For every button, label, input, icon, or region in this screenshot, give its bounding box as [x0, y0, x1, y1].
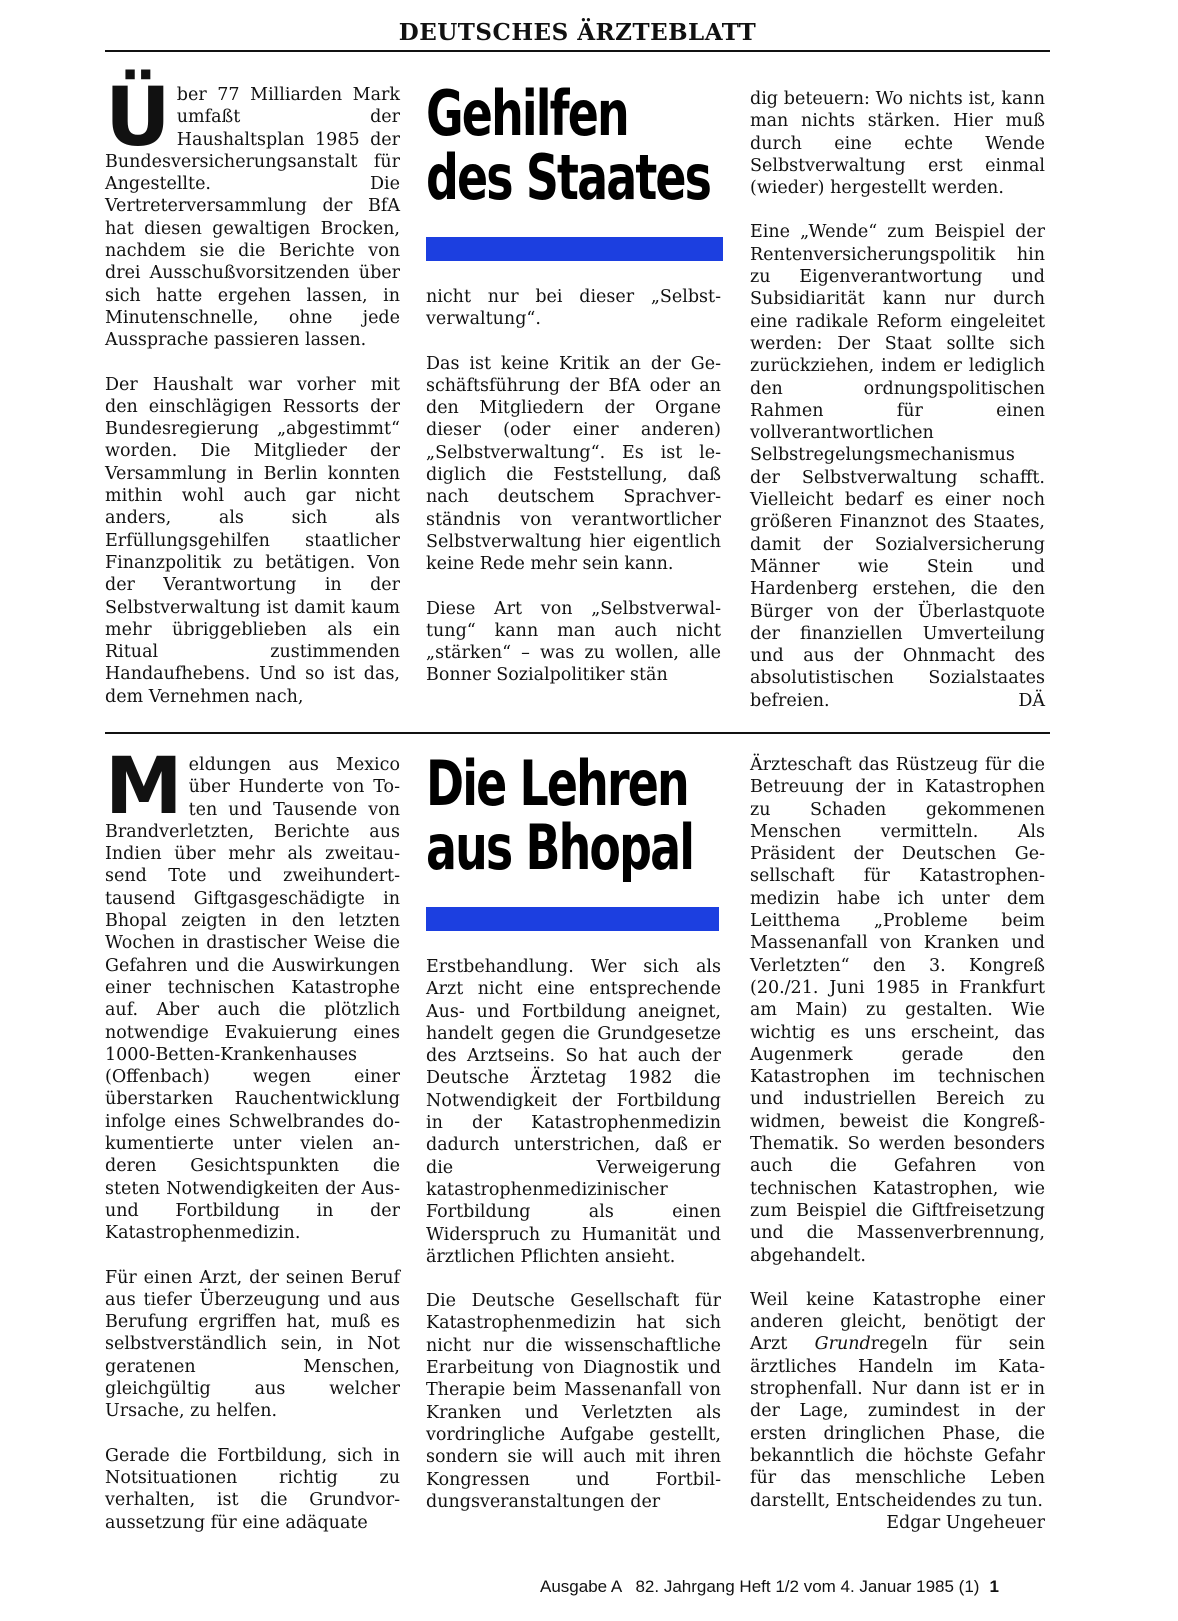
masthead: DEUTSCHES ÄRZTEBLATT [398, 19, 757, 46]
article1-headline-line2: des Staates [426, 141, 711, 214]
article1-column3 [750, 88, 1045, 712]
article2-column3 [750, 754, 1045, 1534]
article2-headline-line1: Die Lehren [426, 747, 688, 820]
article2-paragraph-text: regeln für sein ärztliches Handeln im Katastrophenfall. Nur dann ist er in der Lage, zumindest in der ersten dringlichen Phase, die bekanntlich die höchste Gefahr für das menschliche Leben darstellt, Entscheidendes zu tun. [750, 1334, 1045, 1511]
article2-headline-line2: aus Bhopal [426, 811, 694, 884]
article1-paragraph: Diese Art von „Selbstverwaltung“ kann man auch nicht „stärken“ – was zu wollen, alle Bonner Sozialpolitiker stän [426, 598, 721, 686]
article2-accent-bar [426, 907, 719, 931]
article2-column2 [426, 956, 721, 1513]
article2-paragraph: Gerade die Fortbildung, sich in Notsituationen richtig zu verhalten, ist die Grundvoraussetzung für eine adäquate [105, 1445, 400, 1533]
page-number: 1 [989, 1577, 999, 1596]
article2-paragraph [750, 1289, 1045, 1533]
article1-signature: DÄ [1018, 690, 1045, 711]
article1-paragraph: Der Haushalt war vorher mit den einschlägigen Ressorts der Bundesregierung „abgestimmt“ worden. Die Mitglieder der Versammlung in Berlin konnten mithin wohl auch gar nicht anders, als sich als Erfüllungsgehilfen staatlicher Finanzpolitik zu betätigen. Von der Verantwortung in der Selbstverwaltung ist damit kaum mehr übriggeblieben als ein Ritual zustimmenden Handaufhebens. Und so ist das, dem Vernehmen nach, [105, 374, 400, 707]
article1-paragraph [750, 221, 1045, 712]
article2-paragraph: Ärzteschaft das Rüstzeug für die Betreuung der in Katastrophen zu Schaden gekommenen Menschen vermitteln. Als Präsident der Deutschen Gesellschaft für Katastrophenmedizin habe ich unter dem Leitthema „Probleme beim Massenanfall von Kranken und Verletzten“ den 3. Kongreß (20./21. Juni 1985 in Frankfurt am Main) zu gestalten. Wie wichtig es uns erscheint, das Augenmerk gerade den Katastrophen im technischen und industriellen Bereich zu widmen, beweist die Kongreß-Thematik. So werden besonders auch die Gefahren von technischen Katastrophen, wie zum Beispiel die Giftfreisetzung und die Massenverbrennung, abgehandelt. [750, 755, 1045, 1266]
article2-paragraph-text: eldungen aus Mexico über Hunderte von Toten und Tausende von Brandverletzten, Berichte aus Indien über mehr als zweitausend Tote und zweihunderttausend Giftgasgeschädigte in Bhopal zeigten in den letzten Wochen in drastischer Weise die Gefahren und die Auswirkungen einer technischen Katastrophe auf. Aber auch die plötzlich notwendige Evakuierung eines 1000-Betten-Krankenhauses (Offenbach) wegen einer überstarken Rauchentwicklung infolge eines Schwelbrandes dokumentierte unter vielen anderen Gesichtspunkten die steten Notwendigkeiten der Aus- und Fortbildung in der Katastrophenmedizin. [105, 755, 400, 1244]
article1-column2 [426, 286, 721, 687]
article1-paragraph: dig beteuern: Wo nichts ist, kann man nichts stärken. Hier muß durch eine echte Wende Selbstverwaltung erst einmal (wieder) hergestellt werden. [750, 89, 1045, 199]
footer-issue-info: Ausgabe A 82. Jahrgang Heft 1/2 vom 4. Januar 1985 (1) [540, 1577, 980, 1596]
article1-paragraph: Das ist keine Kritik an der Geschäftsführung der BfA oder an den Mitgliedern der Organe dieser (oder einer anderen) „Selbstverwaltung“. Es ist lediglich die Feststellung, daß nach deutschem Sprachverständnis von verantwortlicher Selbstverwaltung hier eigentlich keine Rede mehr sein kann. [426, 353, 721, 575]
page-footer [540, 1576, 1080, 1598]
article2-paragraph [105, 742, 400, 1245]
article-divider-rule [105, 732, 1050, 734]
article2-paragraph: Die Deutsche Gesellschaft für Katastrophenmedizin hat sich nicht nur die wissenschaftliche Erarbeitung von Diagnostik und Therapie beim Massenanfall von Kranken und Verletzten als vordringliche Aufgabe gestellt, sondern sie will auch mit ihren Kongressen und Fortbildungsveranstaltungen der [426, 1291, 721, 1512]
article2-paragraph: Erstbehandlung. Wer sich als Arzt nicht eine entsprechende Aus- und Fortbildung aneignet, handelt gegen die Grundgesetze des Arztseins. So hat auch der Deutsche Ärztetag 1982 die Notwendigkeit der Fortbildung in der Katastrophenmedizin dadurch unterstrichen, daß er die Verweigerung katastrophenmedizinischer Fortbildung als einen Widerspruch zu Humanität und ärztlichen Pflichten ansieht. [426, 957, 721, 1267]
article1-paragraph: nicht nur bei dieser „Selbstverwaltung“. [426, 287, 721, 330]
masthead-rule [105, 50, 1050, 52]
article2-dropcap: M [105, 742, 183, 832]
article2-paragraph-text: Weil keine Katastrophe einer anderen gleicht, benötigt der Arzt [750, 1289, 1045, 1355]
article1-accent-bar [426, 237, 723, 261]
article1-paragraph [105, 71, 400, 352]
article1-headline-line1: Gehilfen [426, 77, 628, 150]
article2-italic-word: Grund [814, 1334, 871, 1355]
article1-column1 [105, 71, 400, 708]
article1-paragraph-text: Eine „Wende“ zum Beispiel der Rentenversicherungspolitik hin zu Eigenverantwortung und Subsidiarität kann nur durch eine radikale Reform eingeleitet werden: Der Staat sollte sich zurückziehen, indem er lediglich den ordnungspolitischen Rahmen für einen vollverantwortlichen Selbstregelungsmechanismus der Selbstverwaltung schafft. Vielleicht bedarf es einer noch größeren Finanznot des Staates, damit der Sozialversicherung Männer wie Stein und Hardenberg erstehen, die den Bürger von der Überlastquote der finanziellen Umverteilung und aus der Ohnmacht des absolutistischen Sozialstaates befreien. [750, 222, 1045, 711]
article1-dropcap: Ü [105, 71, 171, 165]
article1-paragraph-text: ber 77 Milliarden Mark umfaßt der Haushaltsplan 1985 der Bundesversicherungsanstalt für Angestellte. Die Vertreterversammlung der BfA hat diesen gewaltigen Brocken, nachdem sie die Berichte von drei Ausschußvorsitzenden über sich hatte ergehen lassen, in Minutenschnelle, ohne jede Aussprache passieren lassen. [105, 85, 400, 351]
article2-author: Edgar Ungeheuer [886, 1512, 1045, 1533]
article2-column1 [105, 742, 400, 1534]
article2-paragraph: Für einen Arzt, der seinen Beruf aus tiefer Überzeugung und aus Berufung ergriffen hat, muß es selbstverständlich sein, in Not geratenen Menschen, gleichgültig aus welcher Ursache, zu helfen. [105, 1267, 400, 1422]
